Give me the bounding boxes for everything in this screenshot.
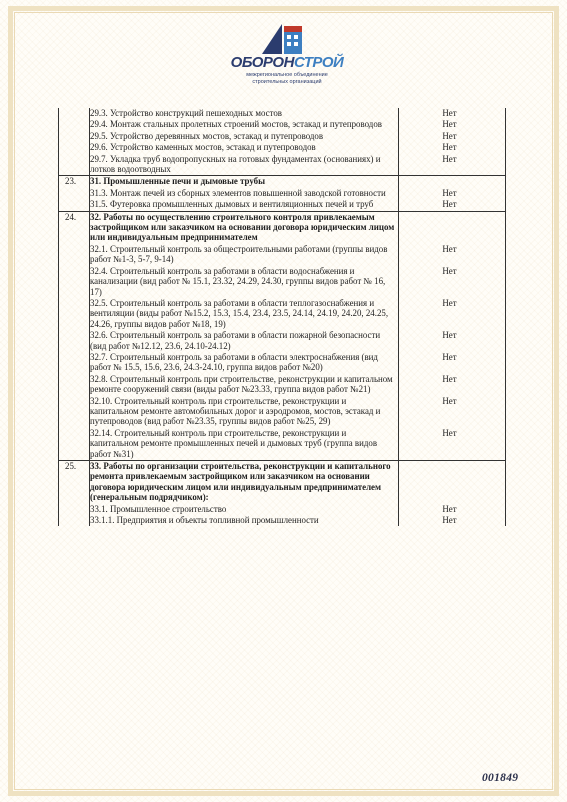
- work-type-permission: Нет: [442, 351, 457, 362]
- work-type-item: [86, 298, 505, 330]
- oboronstroy-logo: [228, 20, 346, 90]
- work-type-item: [86, 266, 505, 298]
- work-type-description: 31.3. Монтаж печей из сборных элементов повышенной заводской готовности: [86, 188, 399, 199]
- row-content: [90, 461, 505, 526]
- work-type-item: [86, 244, 505, 266]
- table-row: [59, 176, 505, 211]
- work-type-item: [86, 396, 505, 428]
- work-type-permission: Нет: [442, 373, 457, 384]
- work-type-permission: Нет: [442, 119, 457, 130]
- work-type-item: [86, 108, 505, 119]
- section-heading: 32. Работы по осуществлению строительного контроля привлекаемым застройщиком или заказчиком на основании договора юридическим лицом или индивидуальным предпринимателем: [86, 212, 399, 244]
- work-type-permission: Нет: [442, 515, 457, 526]
- row-content: [90, 108, 505, 175]
- work-type-description: 33.1. Промышленное строительство: [86, 504, 399, 515]
- logo-building-icon: [260, 20, 304, 56]
- work-type-item: [86, 374, 505, 396]
- work-type-description: 29.6. Устройство каменных мостов, эстакад и путепроводов: [86, 142, 399, 153]
- work-type-permission: Нет: [442, 503, 457, 514]
- work-type-description: 31.5. Футеровка промышленных дымовых и вентиляционных печей и труб: [86, 199, 399, 210]
- work-type-permission: Нет: [442, 108, 457, 118]
- table-row: [59, 108, 505, 176]
- section-heading-value: [399, 212, 500, 244]
- work-type-item: [86, 142, 505, 153]
- row-number: 25.: [59, 461, 90, 526]
- work-type-description: 32.14. Строительный контроль при строительстве, реконструкции и капитальном ремонте промышленных печей и дымовых труб (группа видов работ №31): [86, 428, 399, 460]
- row-content: [90, 176, 505, 210]
- work-type-description: 32.1. Строительный контроль за общестроительными работами (группы видов работ №1-3, 5-7, 9-14): [86, 244, 399, 266]
- row-content: [90, 212, 505, 460]
- work-type-item: [86, 199, 505, 210]
- work-type-description: 29.3. Устройство конструкций пешеходных мостов: [86, 108, 399, 119]
- work-type-permission: Нет: [442, 142, 457, 153]
- work-type-item: [86, 154, 505, 176]
- work-type-permission: Нет: [442, 395, 457, 406]
- row-number: 23.: [59, 176, 90, 210]
- logo-wordmark: ОБОРОНСТРОЙ: [230, 54, 344, 71]
- work-type-permission: Нет: [442, 153, 457, 164]
- row-number: 24.: [59, 212, 90, 460]
- work-type-description: 29.5. Устройство деревянных мостов, эстакад и путепроводов: [86, 131, 399, 142]
- work-type-item: [86, 330, 505, 352]
- work-type-permission: Нет: [442, 199, 457, 210]
- work-type-item: [86, 352, 505, 374]
- work-type-item: [86, 131, 505, 142]
- work-type-description: 32.7. Строительный контроль за работами в области электроснабжения (вид работ № 15.5, 15.6, 23.6, 24.3-24.10, группа видов работ №20): [86, 352, 399, 374]
- work-type-description: 29.7. Укладка труб водопропускных на готовых фундаментах (основаниях) и лотков водоотводных: [86, 154, 399, 176]
- work-type-item: [86, 428, 505, 460]
- work-type-description: 32.10. Строительный контроль при строительстве, реконструкции и капитальном ремонте автомобильных дорог и аэродромов, мостов, эстакад и путепроводов (вид работ №23.35, группы видов работ №25, 29): [86, 396, 399, 428]
- section-heading: 33. Работы по организации строительства, реконструкции и капитального ремонта привлекаемым застройщиком или заказчиком на основании договора юридическим лицом или индивидуальным предпринимателем (генеральным подрядчиком):: [86, 461, 399, 504]
- work-type-item: [86, 188, 505, 199]
- work-type-permission: Нет: [442, 427, 457, 438]
- work-type-description: 32.6. Строительный контроль за работами в области пожарной безопасности (вид работ №12.12, 23.6, 24.10-24.12): [86, 330, 399, 352]
- work-type-description: 29.4. Монтаж стальных пролетных строений мостов, эстакад и путепроводов: [86, 119, 399, 130]
- work-types-table: [58, 108, 506, 526]
- work-type-item: [86, 504, 505, 515]
- work-type-permission: Нет: [442, 330, 457, 341]
- table-row: [59, 212, 505, 461]
- work-type-item: [86, 515, 505, 526]
- work-type-permission: Нет: [442, 187, 457, 198]
- work-type-item: [86, 119, 505, 130]
- work-type-description: 32.8. Строительный контроль при строительстве, реконструкции и капитальном ремонте сооружений связи (виды работ №23.33, группа видов работ №21): [86, 374, 399, 396]
- work-type-permission: Нет: [442, 265, 457, 276]
- section-heading: 31. Промышленные печи и дымовые трубы: [86, 176, 399, 187]
- document-number: 001849: [482, 772, 519, 784]
- work-type-permission: Нет: [442, 130, 457, 141]
- section-heading-value: [399, 176, 500, 187]
- work-type-permission: Нет: [442, 297, 457, 308]
- work-type-description: 32.4. Строительный контроль за работами в области водоснабжения и канализации (вид работ № 15.1, 23.32, 24.29, 24.30, группы видов работ № 16, 17): [86, 266, 399, 298]
- section-heading-value: [399, 461, 500, 504]
- work-type-description: 32.5. Строительный контроль за работами в области теплогазоснабжения и вентиляции (виды работ №15.2, 15.3, 15.4, 23.4, 23.5, 24.14, 24.19, 24.20, 24.25, 24.26, группы видов работ №18, 19): [86, 298, 399, 330]
- logo-subtitle: межрегиональное объединение строительных организаций: [246, 72, 328, 85]
- work-type-permission: Нет: [442, 243, 457, 254]
- table-row: [59, 461, 505, 526]
- work-type-description: 33.1.1. Предприятия и объекты топливной промышленности: [86, 515, 399, 526]
